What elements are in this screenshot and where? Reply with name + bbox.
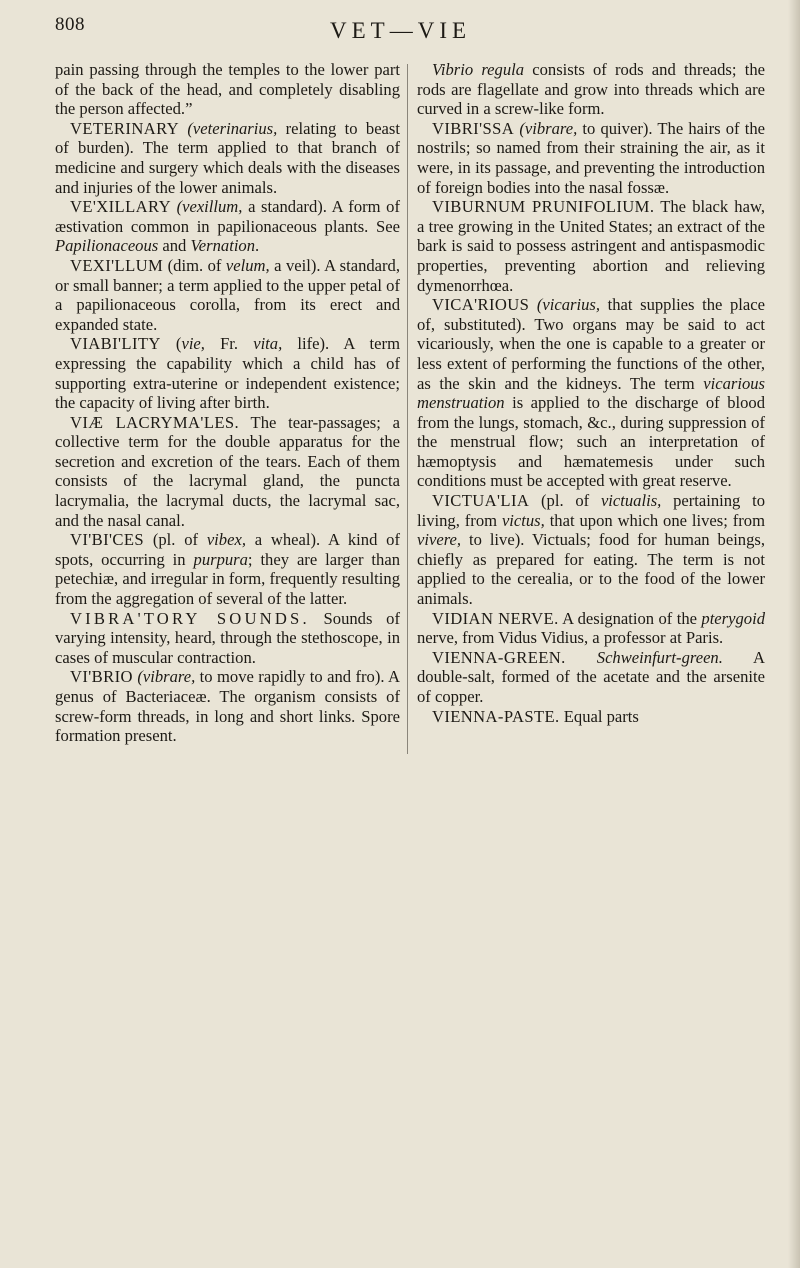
- etymology: (vexillum,: [176, 197, 243, 217]
- left-column: [55, 60, 400, 746]
- entry-vexillary: VE'XILLARY (vexillum, a standard). A form of æstivation common in papilionaceous plants. See Papilionaceous and Vernation.: [55, 197, 400, 256]
- entry-veterinary: VETERINARY (veterinarius, relating to beast of burden). The term applied to that branch of medicine and surgery which deals with the diseases and injuries of the lower animals.: [55, 118, 400, 197]
- headword: VICTUA'LIA: [431, 491, 530, 511]
- entry-viae-lacrymales: VIÆ LACRYMA'LES. The tear-passages; a collective term for the double apparatus for the secretion and excretion of the tears. Each of them consists of the lacrymal gland, the puncta lacrymalia, the lacrymal ducts, the lacrymal sac, and the nasal canal.: [55, 412, 400, 530]
- headword: VI'BRIO: [69, 667, 133, 687]
- headword: VEXI'LLUM: [69, 255, 164, 275]
- entry-vibices: VI'BI'CES (pl. of vibex, a wheal). A kind of spots, occurring in purpura; they are larger than petechiæ, and irregular in form, frequently resulting from the aggregation of several of the latter.: [55, 530, 400, 609]
- column-rule: [407, 64, 408, 754]
- headword: VIÆ LACRYMA'LES.: [69, 412, 240, 432]
- headword: VIABI'LITY: [69, 334, 161, 354]
- headword: VIBRA'TORY SOUNDS.: [69, 608, 310, 628]
- entry-continuation: pain passing through the temples to the lower part of the back of the head, and completely disabling the person affected.”: [55, 60, 400, 119]
- entry-vexillum: VEXI'LLUM (dim. of velum, a veil). A standard, or small banner; a term applied to the upper petal of a papilionaceous corolla, from its erect and expanded state.: [55, 255, 401, 334]
- page-number: 808: [55, 14, 85, 35]
- entry-vibrio: VI'BRIO (vibrare, to move rapidly to and fro). A genus of Bacteriaceæ. The organism consists of screw-form threads, in long and short links. Spore formation present.: [55, 667, 400, 746]
- entry-vidian-nerve: VIDIAN NERVE. A designation of the pterygoid nerve, from Vidus Vidius, a professor at Paris.: [417, 608, 765, 648]
- headword: VIENNA-PASTE.: [431, 706, 560, 726]
- entry-vienna-green: VIENNA-GREEN. Schweinfurt-green. A double-salt, formed of the acetate and the arsenite of copper.: [417, 647, 765, 706]
- headword: VETERINARY: [69, 118, 180, 138]
- etymology: (vicarius,: [536, 295, 601, 315]
- entry-viability: VIABI'LITY (vie, Fr. vita, life). A term expressing the capability which a child has of supporting extra-uterine or independent existence; the capacity of living after birth.: [55, 334, 400, 413]
- headword: VICA'RIOUS: [431, 295, 530, 315]
- headword: VIBURNUM PRUNIFOLIUM.: [431, 197, 655, 217]
- headword: VIDIAN NERVE.: [431, 608, 559, 628]
- entry-viburnum: VIBURNUM PRUNIFOLIUM. The black haw, a tree growing in the United States; an extract of the bark is said to possess astringent and antispasmodic properties, preventing abortion and relieving dymenorrhœa.: [417, 197, 765, 295]
- etymology: (vibrare,: [137, 667, 196, 687]
- right-column: [417, 60, 765, 726]
- cross-reference: Papilionaceous: [55, 236, 159, 256]
- entry-vicarious: VICA'RIOUS (vicarius, that supplies the place of, substituted). Two organs may be said to act vicariously, when the one is capable to a greater or less extent of performing the functions of the other, as the skin and the kidneys. The term vicarious menstruation is applied to the discharge of blood from the lungs, stomach, &c., during suppression of the menstrual flow; such an interpretation of hæmoptysis and hæmatemesis under such conditions must be accepted with great reserve.: [417, 295, 765, 491]
- entry-vibrissa: VIBRI'SSA (vibrare, to quiver). The hairs of the nostrils; so named from their straining the air, as it were, in its passage, and preventing the introduction of foreign bodies into the nasal fossæ.: [417, 118, 766, 197]
- headword: VIBRI'SSA: [431, 118, 515, 138]
- etymology: (veterinarius,: [187, 118, 278, 138]
- headword: VI'BI'CES: [69, 530, 145, 550]
- entry-vienna-paste: VIENNA-PASTE. Equal parts: [431, 706, 639, 726]
- cross-reference: Vernation: [190, 236, 256, 256]
- entry-vibrio-continuation: Vibrio regula consists of rods and threads; the rods are flagellate and grow into threads which are curved in a screw-like form.: [417, 60, 765, 119]
- page-edge-shadow: [788, 0, 800, 1268]
- headword: VIENNA-GREEN.: [431, 647, 566, 667]
- entry-vibratory-sounds: VIBRA'TORY SOUNDS. Sounds of varying intensity, heard, through the stethoscope, in cases of muscular contraction.: [55, 608, 400, 667]
- etymology: (vibrare,: [519, 118, 578, 138]
- entry-victualia: VICTUA'LIA (pl. of victualis, pertaining to living, from victus, that upon which one lives; from vivere, to live). Victuals; food for human beings, chiefly as prepared for eating. The term is not applied to the cerealia, or to the food of the lower animals.: [417, 491, 765, 609]
- running-head: VET—VIE: [330, 18, 472, 43]
- headword: VE'XILLARY: [69, 197, 171, 217]
